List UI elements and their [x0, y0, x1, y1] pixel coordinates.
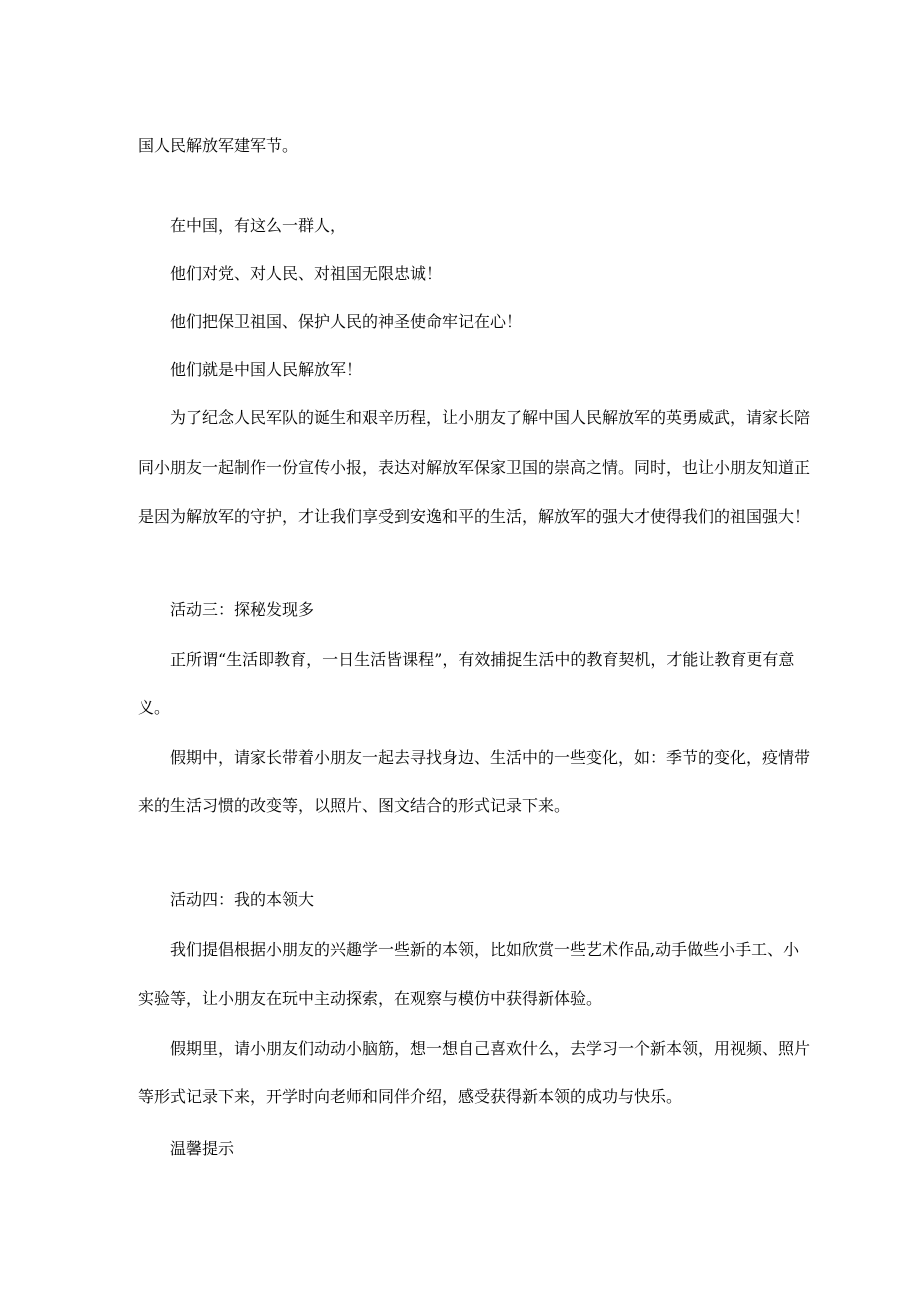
text-line: 正所谓“生活即教育，一日生活皆课程”，有效捕捉生活中的教育契机，才能让教育更有意 [170, 650, 795, 669]
text-line: 国人民解放军建军节。 [138, 136, 299, 155]
text-line: 他们对党、对人民、对祖国无限忠诚！ [170, 264, 443, 283]
text-line: 义。 [138, 698, 171, 717]
text-line: 他们把保卫祖国、保护人民的神圣使命牢记在心！ [170, 312, 523, 331]
section-heading: 温馨提示 [170, 1139, 235, 1158]
text-line: 是因为解放军的守护，才让我们享受到安逸和平的生活，解放军的强大才使得我们的祖国强大！ [138, 507, 811, 526]
section-heading: 活动四：我的本领大 [170, 890, 315, 909]
text-line: 在中国，有这么一群人， [170, 216, 347, 235]
text-line: 假期里，请小朋友们动动小脑筋，想一想自己喜欢什么，去学习一个新本领，用视频、照片 [170, 1039, 811, 1058]
text-line: 他们就是中国人民解放军！ [170, 360, 363, 379]
section-heading: 活动三：探秘发现多 [170, 600, 315, 619]
text-line: 来的生活习惯的改变等，以照片、图文结合的形式记录下来。 [138, 796, 571, 815]
text-line: 我们提倡根据小朋友的兴趣学一些新的本领，比如欣赏一些艺术作品,动手做些小手工、小 [170, 940, 800, 959]
text-line: 等形式记录下来，开学时向老师和同伴介绍，感受获得新本领的成功与快乐。 [138, 1087, 683, 1106]
text-line: 为了纪念人民军队的诞生和艰辛历程，让小朋友了解中国人民解放军的英勇威武，请家长陪 [170, 408, 811, 427]
text-line: 实验等，让小朋友在玩中主动探索，在观察与模仿中获得新体验。 [138, 989, 603, 1008]
text-line: 同小朋友一起制作一份宣传小报，表达对解放军保家卫国的崇高之情。同时，也让小朋友知道正 [138, 458, 811, 477]
text-line: 假期中，请家长带着小朋友一起去寻找身边、生活中的一些变化，如：季节的变化，疫情带 [170, 748, 811, 767]
